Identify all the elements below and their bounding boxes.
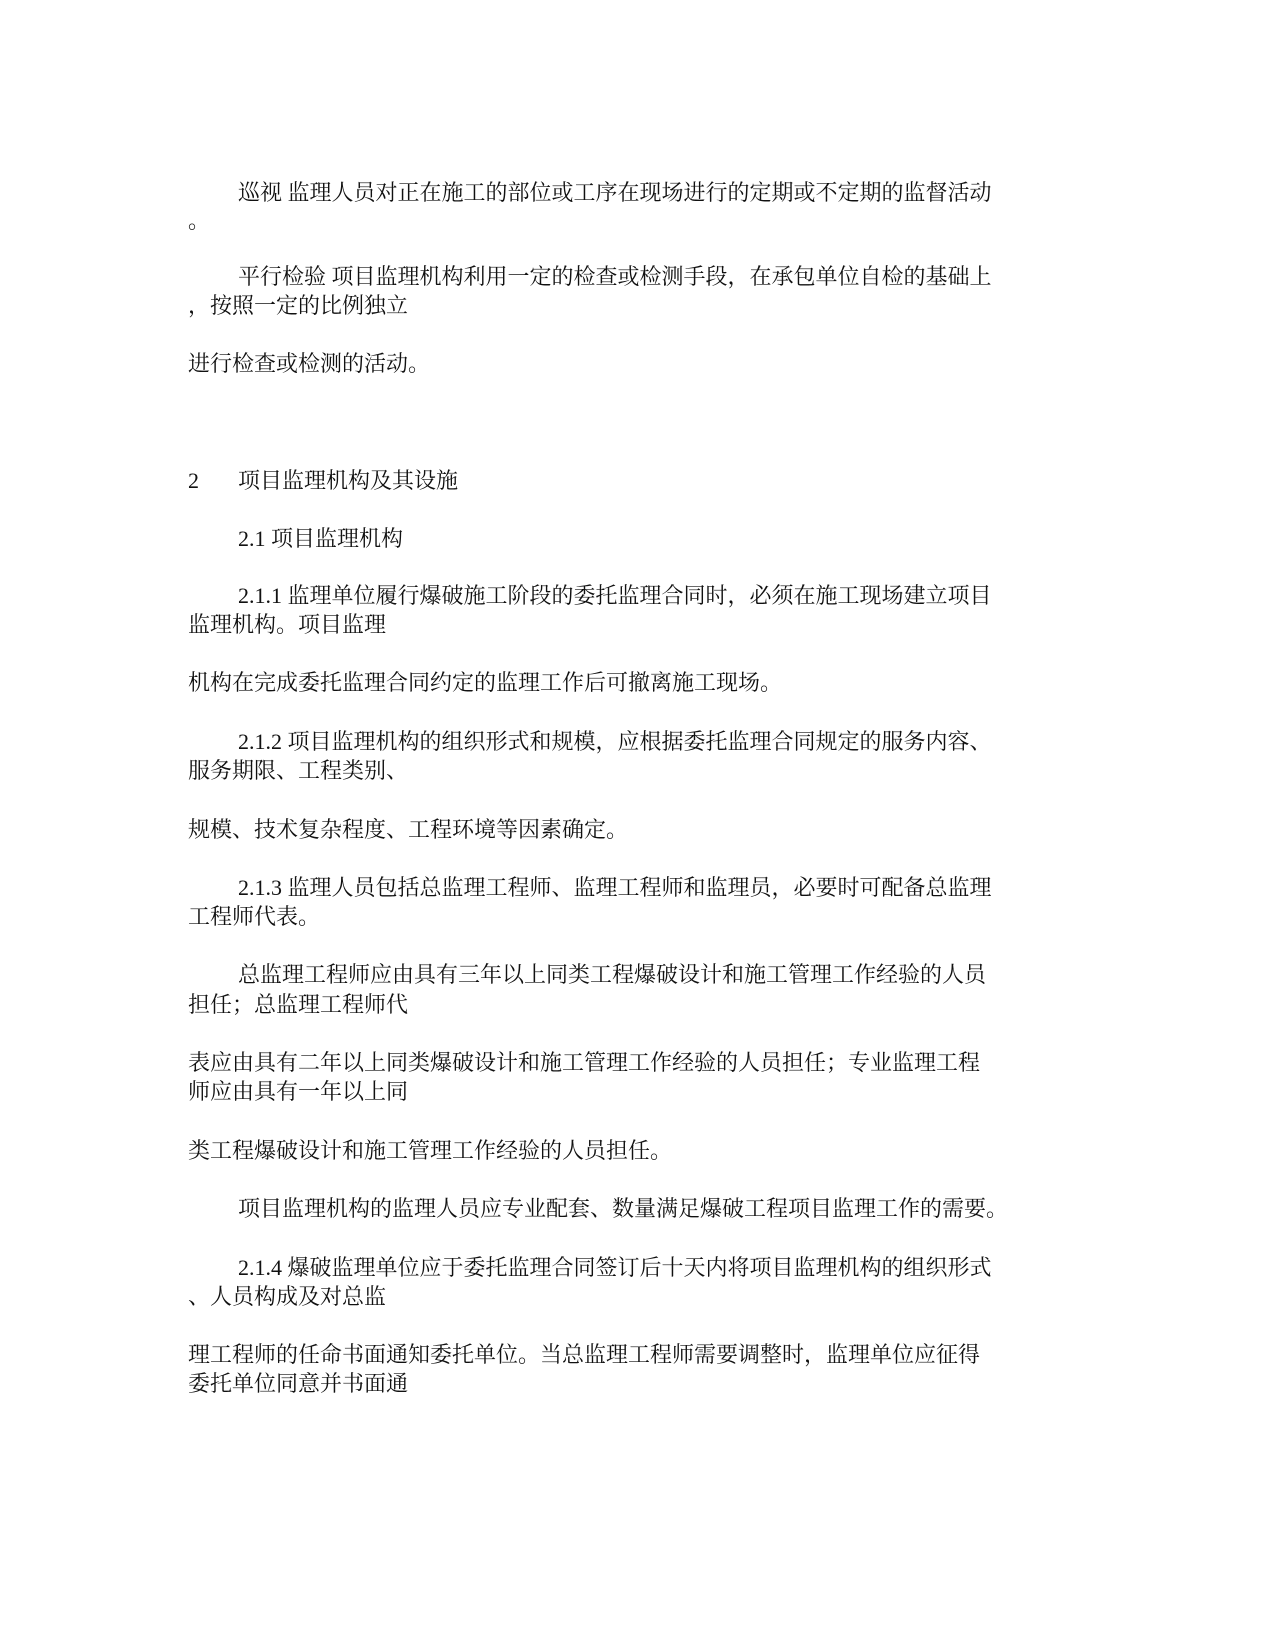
section-title: 项目监理机构及其设施 (238, 468, 459, 493)
clause-2-1-4-line-1: 2.1.4 爆破监理单位应于委托监理合同签订后十天内将项目监理机构的组织形式 (238, 1255, 992, 1280)
clause-2-1-2-line-3: 规模、技术复杂程度、工程环境等因素确定。 (188, 817, 629, 842)
clause-2-1-1-line-1: 2.1.1 监理单位履行爆破施工阶段的委托监理合同时，必须在施工现场建立项目 (238, 583, 992, 608)
clause-2-1-1-line-2: 监理机构。项目监理 (188, 612, 387, 637)
clause-2-1-1-line-3: 机构在完成委托监理合同约定的监理工作后可撤离施工现场。 (188, 670, 783, 695)
clause-2-1-2-line-1: 2.1.2 项目监理机构的组织形式和规模，应根据委托监理合同规定的服务内容、 (238, 729, 992, 754)
section-number: 2 (188, 468, 199, 493)
paragraph-patrol-line-1: 巡视 监理人员对正在施工的部位或工序在现场进行的定期或不定期的监督活动 (238, 180, 992, 205)
paragraph-parallel-inspection-line-3: 进行检查或检测的活动。 (188, 351, 431, 376)
clause-2-1-4-line-4: 委托单位同意并书面通 (188, 1371, 409, 1396)
subsection-title: 2.1 项目监理机构 (238, 526, 404, 551)
staffing-paragraph: 项目监理机构的监理人员应专业配套、数量满足爆破工程项目监理工作的需要。 (238, 1196, 1009, 1221)
paragraph-parallel-inspection-line-1: 平行检验 项目监理机构利用一定的检查或检测手段，在承包单位自检的基础上 (238, 264, 992, 289)
paragraph-patrol-line-2: 。 (188, 208, 211, 233)
clause-2-1-4-line-3: 理工程师的任命书面通知委托单位。当总监理工程师需要调整时，监理单位应征得 (188, 1342, 981, 1367)
chief-engineer-paragraph-line-5: 类工程爆破设计和施工管理工作经验的人员担任。 (188, 1138, 673, 1163)
chief-engineer-paragraph-line-4: 师应由具有一年以上同 (188, 1079, 409, 1104)
clause-2-1-3-line-2: 工程师代表。 (188, 904, 321, 929)
clause-2-1-2-line-2: 服务期限、工程类别、 (188, 758, 409, 783)
clause-2-1-3-line-1: 2.1.3 监理人员包括总监理工程师、监理工程师和监理员，必要时可配备总监理 (238, 875, 992, 900)
chief-engineer-paragraph-line-1: 总监理工程师应由具有三年以上同类工程爆破设计和施工管理工作经验的人员 (238, 962, 987, 987)
chief-engineer-paragraph-line-2: 担任；总监理工程师代 (188, 992, 409, 1017)
clause-2-1-4-line-2: 、人员构成及对总监 (188, 1284, 387, 1309)
chief-engineer-paragraph-line-3: 表应由具有二年以上同类爆破设计和施工管理工作经验的人员担任；专业监理工程 (188, 1050, 981, 1075)
paragraph-parallel-inspection-line-2: ，按照一定的比例独立 (188, 293, 409, 318)
